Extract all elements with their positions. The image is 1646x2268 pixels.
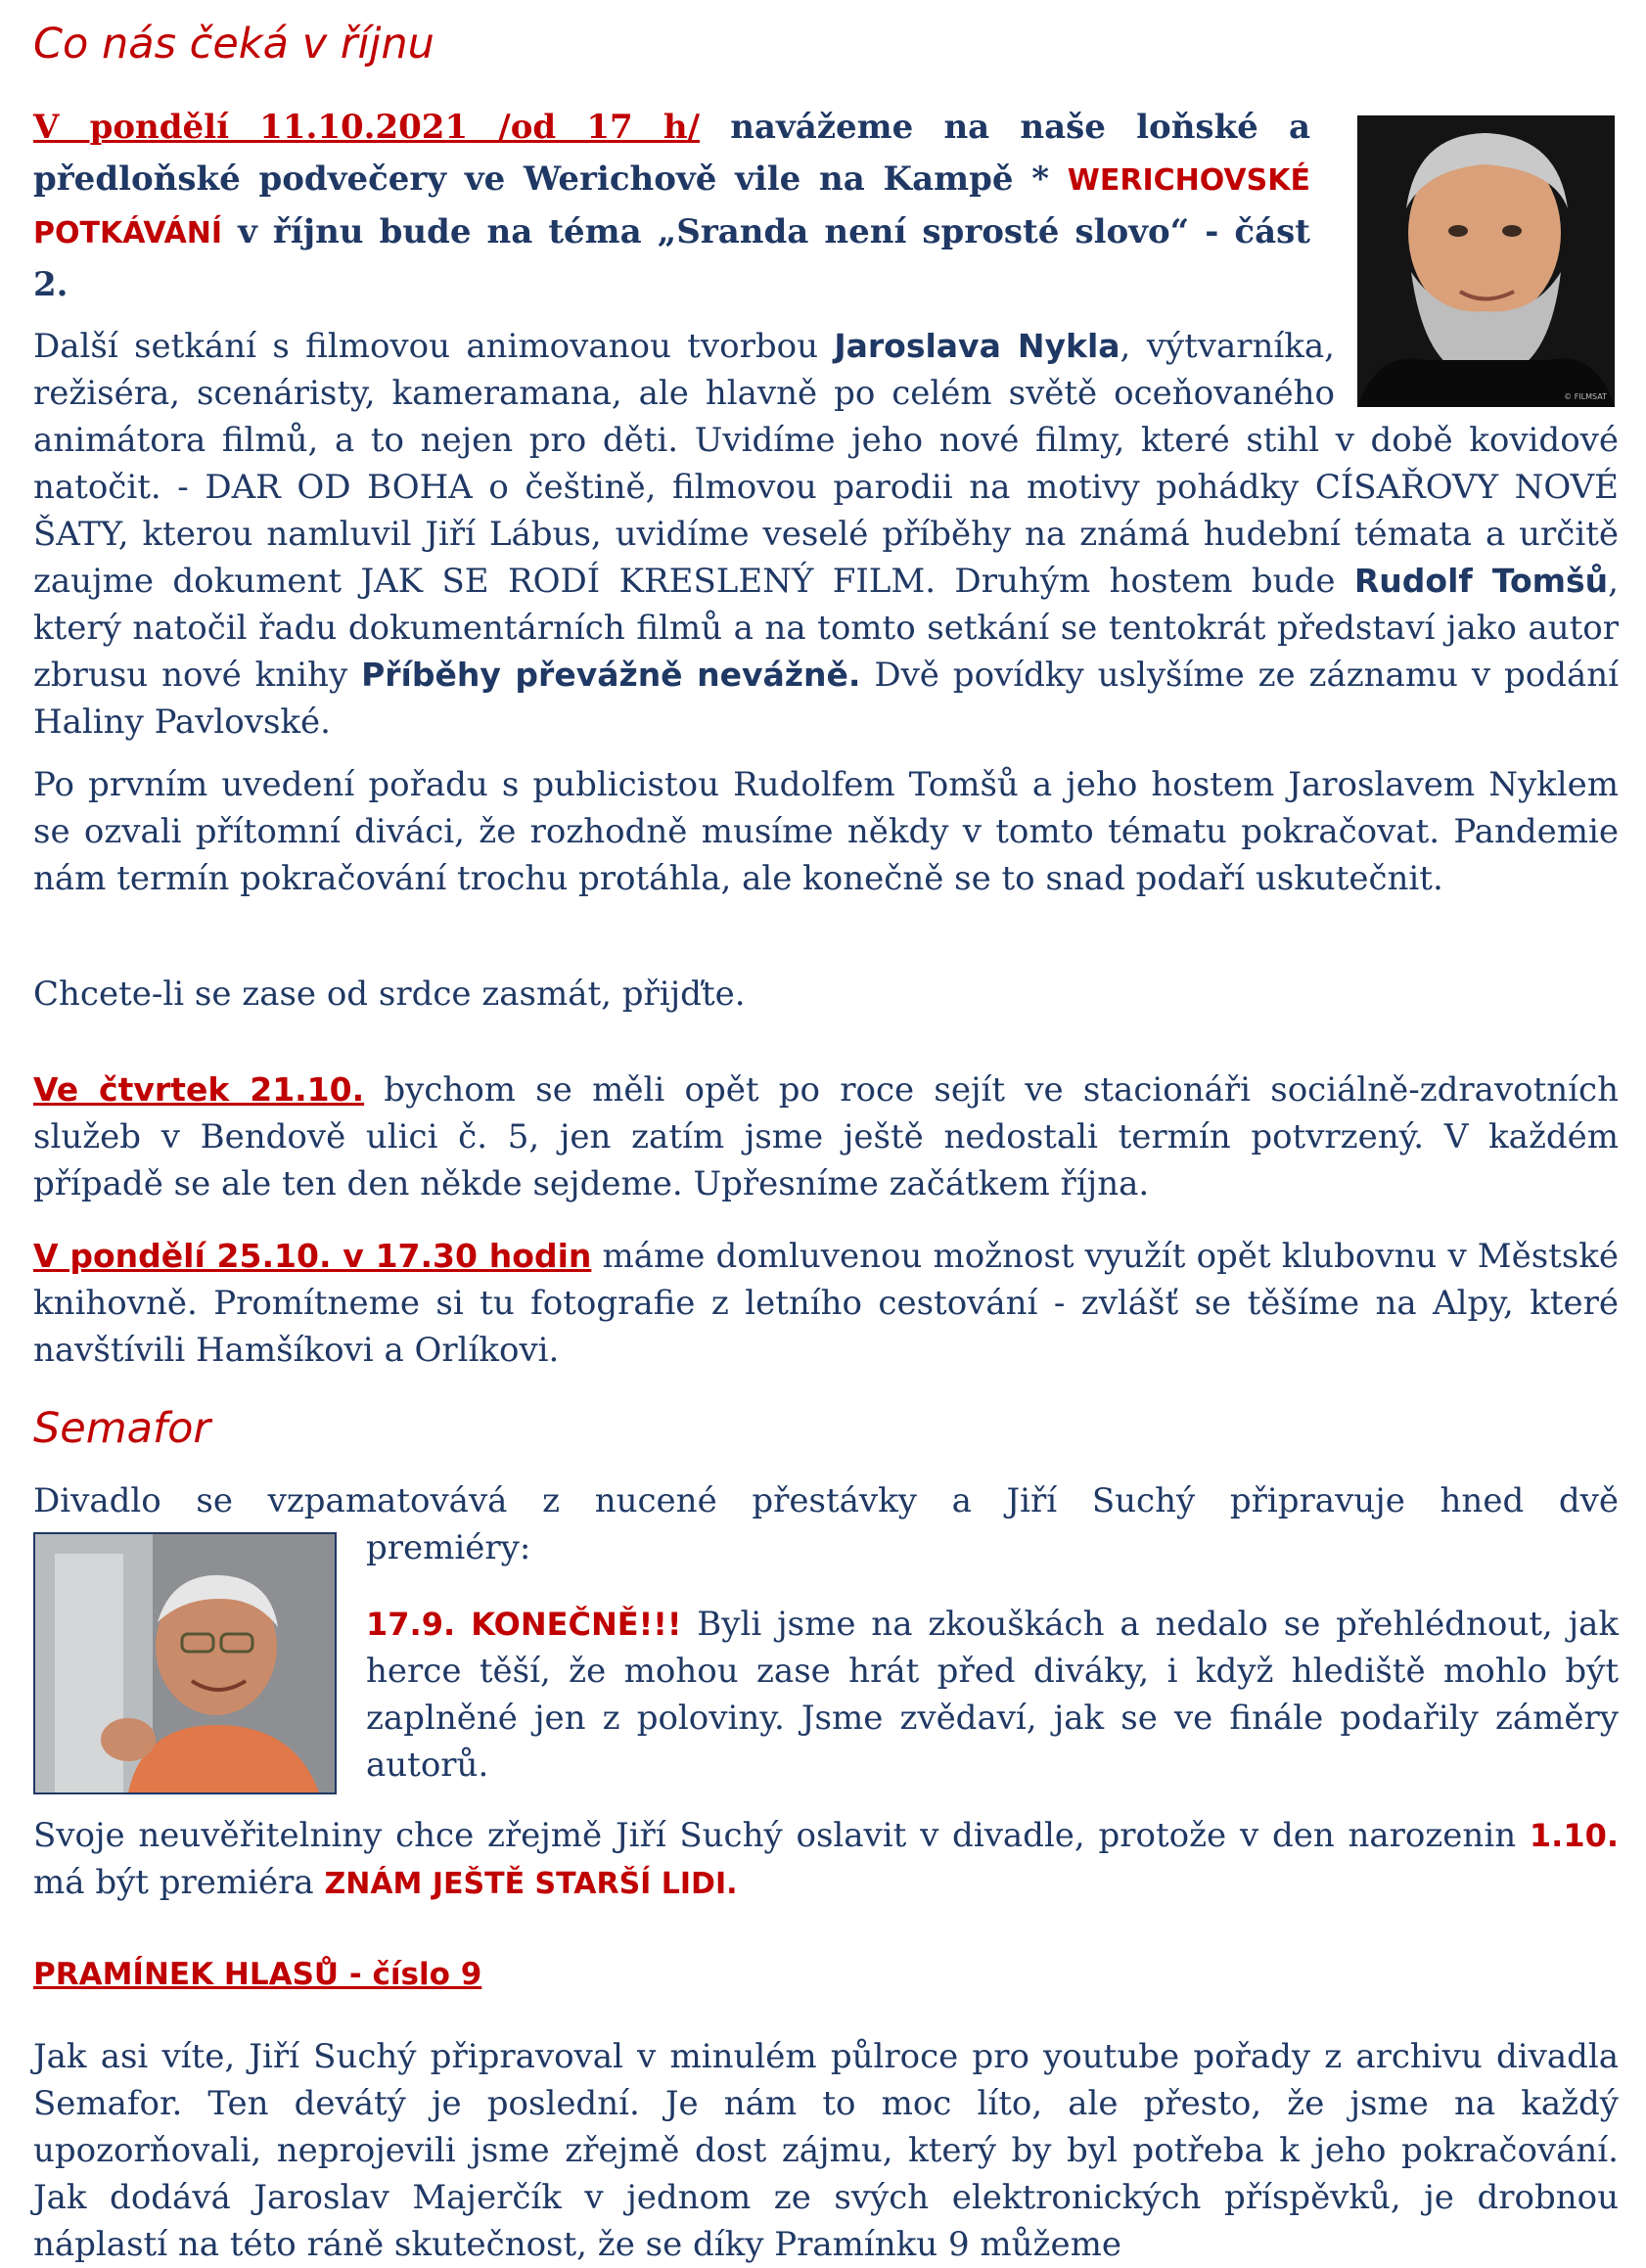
guests-text-c: , který natočil řadu dokumentárních filmů a na tomto setkání se tentokrát představí jako autor zbrusu nové knihy	[33, 562, 1619, 695]
praminek-paragraph: Jak asi víte, Jiří Suchý připravoval v minulém půlroce pro youtube pořady z archivu divadla Semafor. Ten devátý je poslední. Je nám to moc líto, ale přesto, že jsme na každý upozorňovali, neprojevili jsme zřejmě dost zájmu, který by byl potřeba k jeho pokračování. Jak dodává Jaroslav Majerčík v jednom ze svých elektronických příspěvků, je drobnou náplastí na této ráně skutečnost, že se díky Pramínku 9 můžeme	[33, 2037, 1619, 2264]
semafor-intro-line1	[33, 1477, 1619, 1524]
event3-text: máme domluvenou možnost využít opět klubovnu v Městské knihovně. Promítneme si tu fotografie z letního cestování - zvlášť se těšíme na Alpy, které navštívili Hamšíkovi a Orlíkovi.	[33, 1237, 1619, 1370]
semafor-intro-text: Divadlo se vzpamatovává z nucené přestávky a Jiří Suchý připravuje hned dvě	[33, 1481, 1619, 1520]
event3-paragraph	[33, 1233, 1619, 1374]
guests-text-d: Dvě povídky uslyšíme ze záznamu v podání Haliny Pavlovské.	[33, 656, 1619, 742]
premiere2-date: 1.10.	[1529, 1817, 1619, 1854]
event3-date: V pondělí 25.10. v 17.30 hodin	[33, 1237, 592, 1275]
premiere1-text: Byli jsme na zkouškách a nedalo se přehlédnout, jak herce těší, že mohou zase hrát před diváky, i když hlediště mohlo být zaplněné jen z poloviny. Jsme zvědaví, jak se ve finále podařily záměry autorů.	[366, 1605, 1619, 1785]
guests-invitation: Chcete-li se zase od srdce zasmát, přijďte.	[33, 975, 746, 1014]
semafor-intro-line2: premiéry:	[366, 1528, 531, 1567]
guests-text-a: Další setkání s filmovou animovanou tvorbou	[33, 327, 835, 366]
event1-series: WERICHOVSKÉ POTKÁVÁNÍ	[33, 163, 1310, 250]
book-title: Příběhy převážně nevážně.	[361, 656, 861, 694]
praminek-title: PRAMÍNEK HLASŮ - číslo 9	[33, 1957, 482, 1992]
premiere2-paragraph	[33, 1812, 1619, 1908]
guests-paragraph	[33, 323, 1619, 746]
photo-credit: © FILMSAT	[1564, 392, 1607, 401]
event1-topic: v říjnu bude na téma „Sranda není sprosté slovo“ - část 2.	[33, 212, 1310, 304]
guests-text-b: , výtvarníka, režiséra, scenáristy, kameramana, ale hlavně po celém světě oceňovaného animátora filmů, a to nejen pro děti. Uvidíme jeho nové filmy, které stihl v době kovidové natočit. - DAR OD BOHA o češtině, filmovou parodii na motivy pohádky CÍSAŘOVY NOVÉ ŠATY, kterou namluvil Jiří Lábus, uvidíme veselé příběhy na známá hudební témata a určitě zaujme dokument JAK SE RODÍ KRESLENÝ FILM. Druhým hostem bude	[33, 327, 1619, 601]
premiere2-text-b: má být premiéra	[33, 1863, 325, 1902]
premiere1-label: 17.9. KONEČNĚ!!!	[366, 1606, 682, 1643]
guests-paragraph-2: Po prvním uvedení pořadu s publicistou Rudolfem Tomšů a jeho hostem Jaroslavem Nyklem se ozvali přítomní diváci, že rozhodně musíme někdy v tomto tématu pokračovat. Pandemie nám termín pokračování trochu protáhla, ale konečně se to snad podaří uskutečnit.	[33, 765, 1619, 898]
guest-name-nykl: Jaroslava Nykla	[834, 327, 1120, 365]
suchy-image	[35, 1534, 335, 1792]
premiere2-title: ZNÁM JEŠTĚ STARŠÍ LIDI.	[324, 1867, 738, 1901]
suchy-photo	[33, 1532, 337, 1794]
event2-paragraph	[33, 1066, 1619, 1207]
event2-date: Ve čtvrtek 21.10.	[33, 1070, 365, 1109]
heading-october: Co nás čeká v říjnu	[33, 20, 434, 68]
premiere2-text-a: Svoje neuvěřitelniny chce zřejmě Jiří Suchý oslavit v divadle, protože v den narozenin	[33, 1816, 1530, 1855]
event1-date: V pondělí 11.10.2021 /od 17 h/	[33, 108, 700, 147]
event1-paragraph	[33, 102, 1310, 311]
event1-intro: navážeme na naše loňské a předloňské podvečery ve Werichově vile na Kampě *	[33, 108, 1310, 199]
heading-semafor: Semafor	[33, 1404, 211, 1453]
premiere1-paragraph	[366, 1601, 1619, 1789]
event2-text: bychom se měli opět po roce sejít ve stacionáři sociálně-zdravotních služeb v Bendově ulici č. 5, jen zatím jsme ještě nedostali termín potvrzený. V každém případě se ale ten den někde sejdeme. Upřesníme začátkem října.	[33, 1070, 1619, 1203]
guest-name-tomsu: Rudolf Tomšů	[1353, 562, 1609, 600]
